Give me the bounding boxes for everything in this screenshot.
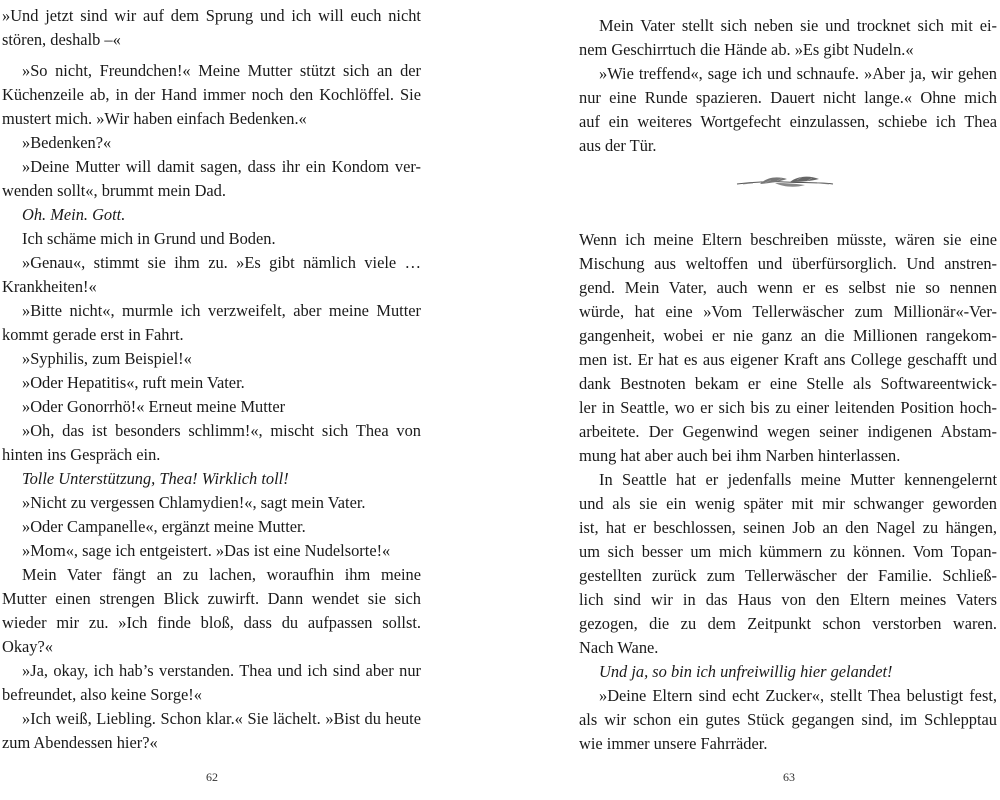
- text-line: »Ja, okay, ich hab’s verstanden. Thea und ich sind aber nur: [22, 661, 421, 680]
- text-line: Mischung aus weltoffen und überfürsorglich. Und anstren-: [579, 254, 997, 273]
- text-line: und als sie ein wenig später mit mir schwanger geworden: [579, 494, 997, 513]
- text-line: »Syphilis, zum Beispiel!«: [22, 349, 192, 368]
- text-line: Tolle Unterstützung, Thea! Wirklich toll!: [22, 469, 289, 488]
- text-line: arbeitete. Der Gegenwind wegen seiner indigenen Abstam-: [579, 422, 997, 441]
- text-line: wenden sollt«, brummt mein Dad.: [2, 181, 226, 200]
- text-line: stören, deshalb –«: [2, 30, 121, 49]
- text-line: Ich schäme mich in Grund und Boden.: [22, 229, 276, 248]
- text-line: »Und jetzt sind wir auf dem Sprung und ich will euch nicht: [2, 6, 421, 25]
- text-line: gestellten zurück zum Tellerwäscher der Familie. Schließ-: [579, 566, 997, 585]
- text-line: mung hat aber auch bei ihm Narben hinterlassen.: [579, 446, 901, 465]
- text-line: »Oh, das ist besonders schlimm!«, mischt sich Thea von: [22, 421, 421, 440]
- text-line: würde, hat eine »Vom Tellerwäscher zum Millionär«-Ver-: [579, 302, 997, 321]
- text-line: nur eine Runde spazieren. Dauert nicht lange.« Ohne mich: [579, 88, 997, 107]
- text-line: wieder mir zu. »Ich finde bloß, dass du aufpassen sollst.: [2, 613, 421, 632]
- text-line: ist, hat er beschlossen, seinen Job an den Nagel zu hängen,: [579, 518, 997, 537]
- text-line: »Nicht zu vergessen Chlamydien!«, sagt mein Vater.: [22, 493, 366, 512]
- text-line: Wenn ich meine Eltern beschreiben müsste, wären sie eine: [579, 230, 997, 249]
- text-line: men ist. Er hat es aus eigener Kraft ans College geschafft und: [579, 350, 997, 369]
- text-line: nem Geschirrtuch die Hände ab. »Es gibt Nudeln.«: [579, 40, 914, 59]
- text-line: »Oder Campanelle«, ergänzt meine Mutter.: [22, 517, 306, 536]
- text-line: mustert mich. »Wir haben einfach Bedenken.«: [2, 109, 307, 128]
- text-line: »Ich weiß, Liebling. Schon klar.« Sie lächelt. »Bist du heute: [22, 709, 421, 728]
- text-line: gangenheit, wobei er nie ganz an die Millionen rangekom-: [579, 326, 997, 345]
- text-line: »Oder Hepatitis«, ruft mein Vater.: [22, 373, 245, 392]
- text-line: um sich besser um mich kümmern zu können. Vom Topan-: [579, 542, 997, 561]
- text-line: In Seattle hat er jedenfalls meine Mutter kennengelernt: [599, 470, 997, 489]
- text-line: »Genau«, stimmt sie ihm zu. »Es gibt nämlich viele …: [22, 253, 421, 272]
- text-line: gend. Mein Vater, auch wenn er es selbst nie so nennen: [579, 278, 997, 297]
- text-line: hinten ins Gespräch ein.: [2, 445, 161, 464]
- text-line: kommt gerade erst in Fahrt.: [2, 325, 184, 344]
- text-line: Mein Vater fängt an zu lachen, woraufhin ihm meine: [22, 565, 421, 584]
- text-line: Mutter einen strengen Blick zuwirft. Dann wendet sie sich: [2, 589, 421, 608]
- text-line: Krankheiten!«: [2, 277, 97, 296]
- text-line: befreundet, also keine Sorge!«: [2, 685, 202, 704]
- text-line: zum Abendessen hier?«: [2, 733, 158, 752]
- text-line: wie immer unsere Fahrräder.: [579, 734, 768, 753]
- text-line: Mein Vater stellt sich neben sie und trocknet sich mit ei-: [599, 16, 997, 35]
- text-line: lich sind wir in das Haus von den Eltern meines Vaters: [579, 590, 997, 609]
- text-line: Nach Wane.: [579, 638, 659, 657]
- text-line: »Wie treffend«, sage ich und schnaufe. »Aber ja, wir gehen: [599, 64, 997, 83]
- text-line: »Deine Mutter will damit sagen, dass ihr ein Kondom ver-: [22, 157, 421, 176]
- text-line: als wir schon ein gutes Stück gegangen sind, im Schlepptau: [579, 710, 997, 729]
- text-line: »Deine Eltern sind echt Zucker«, stellt Thea belustigt fest,: [599, 686, 997, 705]
- text-line: Oh. Mein. Gott.: [22, 205, 126, 224]
- text-line: »So nicht, Freundchen!« Meine Mutter stützt sich an der: [22, 61, 421, 80]
- page-number-right: 63: [783, 770, 795, 784]
- feather-ornament-icon: [735, 172, 835, 194]
- text-line: »Bitte nicht«, murmle ich verzweifelt, aber meine Mutter: [22, 301, 421, 320]
- page-number-left: 62: [206, 770, 218, 784]
- text-line: dank Bestnoten bekam er eine Stelle als Softwareentwick-: [579, 374, 997, 393]
- text-line: Okay?«: [2, 637, 53, 656]
- text-line: Und ja, so bin ich unfreiwillig hier gelandet!: [599, 662, 893, 681]
- text-line: Küchenzeile ab, in der Hand immer noch den Kochlöffel. Sie: [2, 85, 421, 104]
- text-line: gezogen, die zu dem Zeitpunkt schon verstorben waren.: [579, 614, 997, 633]
- text-line: ler in Seattle, wo er sich bis zu einer leitenden Position hoch-: [579, 398, 997, 417]
- text-line: »Mom«, sage ich entgeistert. »Das ist eine Nudelsorte!«: [22, 541, 391, 560]
- text-line: aus der Tür.: [579, 136, 657, 155]
- text-line: auf ein weiteres Wortgefecht einzulassen, schiebe ich Thea: [579, 112, 997, 131]
- text-line: »Oder Gonorrhö!« Erneut meine Mutter: [22, 397, 286, 416]
- text-line: »Bedenken?«: [22, 133, 112, 152]
